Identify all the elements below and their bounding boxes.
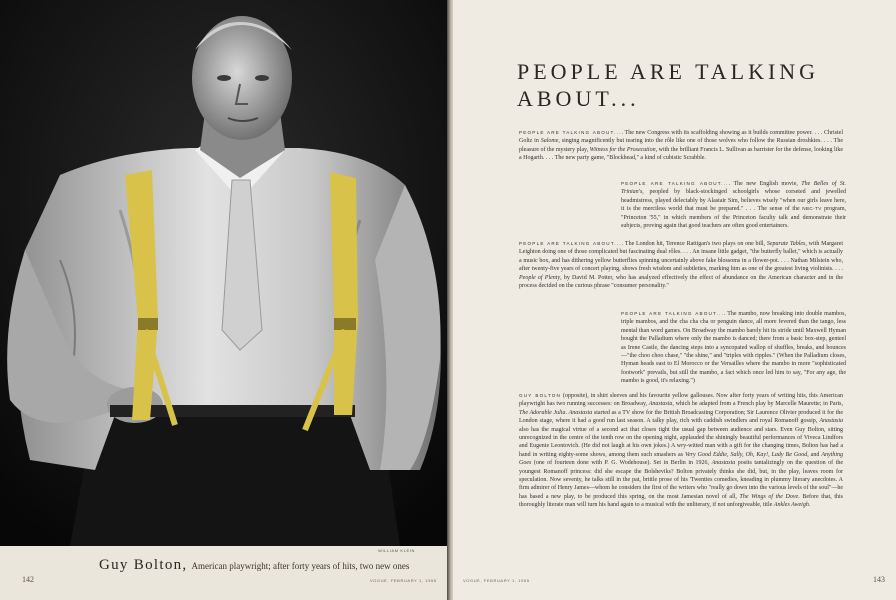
paragraph-1: PEOPLE ARE TALKING ABOUT.... The new Congress with its scaffolding showing as it builds committee power. . . . Christel Goltz in Salome, singing magnificently but tearing into the rôle like one of those wolves who follow the Russian droshkies. . . . The pleasure of the mystery play, Witness for the Prosecution, with the brilliant Francis L. Sullivan as barrister for the defense, looking like a Hogarth. . . . The new party game, "Blockhead," a kind of cubistic Scrabble. bbox=[519, 130, 844, 162]
lead-in: PEOPLE ARE TALKING ABOUT... bbox=[621, 181, 729, 186]
footer-left: VOGUE, FEBRUARY 1, 1955 bbox=[370, 578, 437, 583]
bolton-lead: GUY BOLTON bbox=[519, 393, 562, 398]
paragraph-3: PEOPLE ARE TALKING ABOUT.... The London hit, Terence Rattigan's two plays on one bill, Separate Tables, with Margaret Leighton doing one of those complicated but fascinating dual rôles. . . . An insane little gadget, "the butterfly ballet," which is actually a music box, and has dithering yellow butterflies spinning uncertainly above fake blossoms in a flower-pot. . . . Nathan Milstein who, after twenty-five years of concert playing, shows fresh wisdom and subtleties, marking him as one of the greatest living violinists. . . . People of Plenty, by David M. Potter, who has analyzed effectively the effect of abundance on the American character and in the process decided on the curious phrase "consumer personality." bbox=[519, 241, 843, 290]
left-page bbox=[0, 0, 447, 600]
lead-in: PEOPLE ARE TALKING ABOUT... bbox=[519, 241, 622, 246]
footer-right: VOGUE, FEBRUARY 1, 1955 bbox=[463, 578, 530, 583]
portrait-photo bbox=[0, 0, 447, 546]
headline-line-2: ABOUT... bbox=[517, 86, 640, 111]
photo-caption bbox=[99, 556, 439, 574]
page-number-right: 143 bbox=[873, 575, 885, 584]
lead-in: PEOPLE ARE TALKING ABOUT... bbox=[621, 311, 724, 316]
headline bbox=[517, 58, 819, 112]
lead-in: PEOPLE ARE TALKING ABOUT... bbox=[519, 130, 622, 135]
portrait-illustration bbox=[0, 0, 447, 546]
headline-line-1: PEOPLE ARE TALKING bbox=[517, 59, 820, 84]
caption-name: Guy Bolton, bbox=[99, 557, 188, 573]
right-page bbox=[453, 0, 896, 600]
caption-description: American playwright; after forty years of hits, two new ones bbox=[191, 561, 410, 571]
paragraph-4: PEOPLE ARE TALKING ABOUT.... The mambo, now breaking into double mambos, triple mambos, and the cha cha cha or penguin dance, all more fevered than the tango, less mental than word games. On Broadway the mambo barely hit its stride until Maxwell Hyman bought the Palladium where only the mambo is danced; there from a basic box-step, genteel as Irene Castle, the dancing steps into a syncopated wallop of shuffles, breaks, and bounces—"the choo choo chase," "the shine," and "triples with ripples." (When the Palladium closes, Hyman heads east to El Morocco or the Versailles where the mambo in more "sophisticated footwork" prevails, but still the mambo, a fact which once led him to say, "For any age, the mambo is good, it's relaxing.") bbox=[621, 311, 846, 385]
photo-credit: WILLIAM KLEIN bbox=[378, 548, 415, 553]
paragraph-2: PEOPLE ARE TALKING ABOUT.... The new English movie, The Belles of St. Trinian's, peopled by black-stockinged schoolgirls whose corseted and jewelled headmistress, played delectably by Alastair Sim, believes wisely "when our girls leave here, it is the merciless world that must be prepared." . . . The sense of the NBC-TV program, "Princeton '55," in which members of the Princeton faculty talk and demonstrate their subjects, proving again that good teachers are often good entertainers. bbox=[621, 181, 847, 230]
right-suspender bbox=[330, 172, 358, 415]
paragraph-5: GUY BOLTON (opposite), in shirt sleeves and his favourite yellow gallouses. Now after forty years of writing hits, this American playwright has two running successes: on Broadway, Anastasia, which he adapted from a French play by Marcelle Maurette; in Paris, The Adorable Julia. Anastasia started as a TV show for the British Broadcasting Corporation; Sir Laurence Olivier produced it for the London stage, where it had a good run last season. A talky play, rich with caddish swindlers and royal Romanoff gossip, Anastasia also has the magical virtue of a second act that closes tight the usual gap between audience and stars. Even Guy Bolton, sitting unrecognized in the centre of the tenth row on the opening night, applauded the shiningly beautiful performances of Viveca Lindfors and Eugenie Leontovich. (He did not laugh at his own jokes.) A wry-witted man with a gift for the changing times, Bolton has had a hand in writing eighty-some shows, among them such smashers as Very Good Eddie, Sally, Oh, Kay!, Lady Be Good, and Anything Goes (one of fourteen done with P. G. Wodehouse). Set in Berlin in 1926, Anastasia posits tantalizingly on the question of the youngest Romanoff princess: did she escape the Bolsheviks? Bolton privately thinks she did, but, in the play, leaves room for speculation. Now seventy, he talks still in the pat, brittle prose of his 'Twenties comedies, kneading in plummy literary anecdotes. A firm admirer of Henry James—whom he considers the first of the writers who "really go down into the various levels of the soul"—he has based a new play, to be produced this spring, on the most Jamesian novel of all, The Wings of the Dove. Before that, this thoroughly literate man will turn his hand again to a musical with the unliterary, if not unforgiveable, title Ankles Aweigh. bbox=[519, 393, 844, 509]
page-number-left: 142 bbox=[22, 575, 34, 584]
